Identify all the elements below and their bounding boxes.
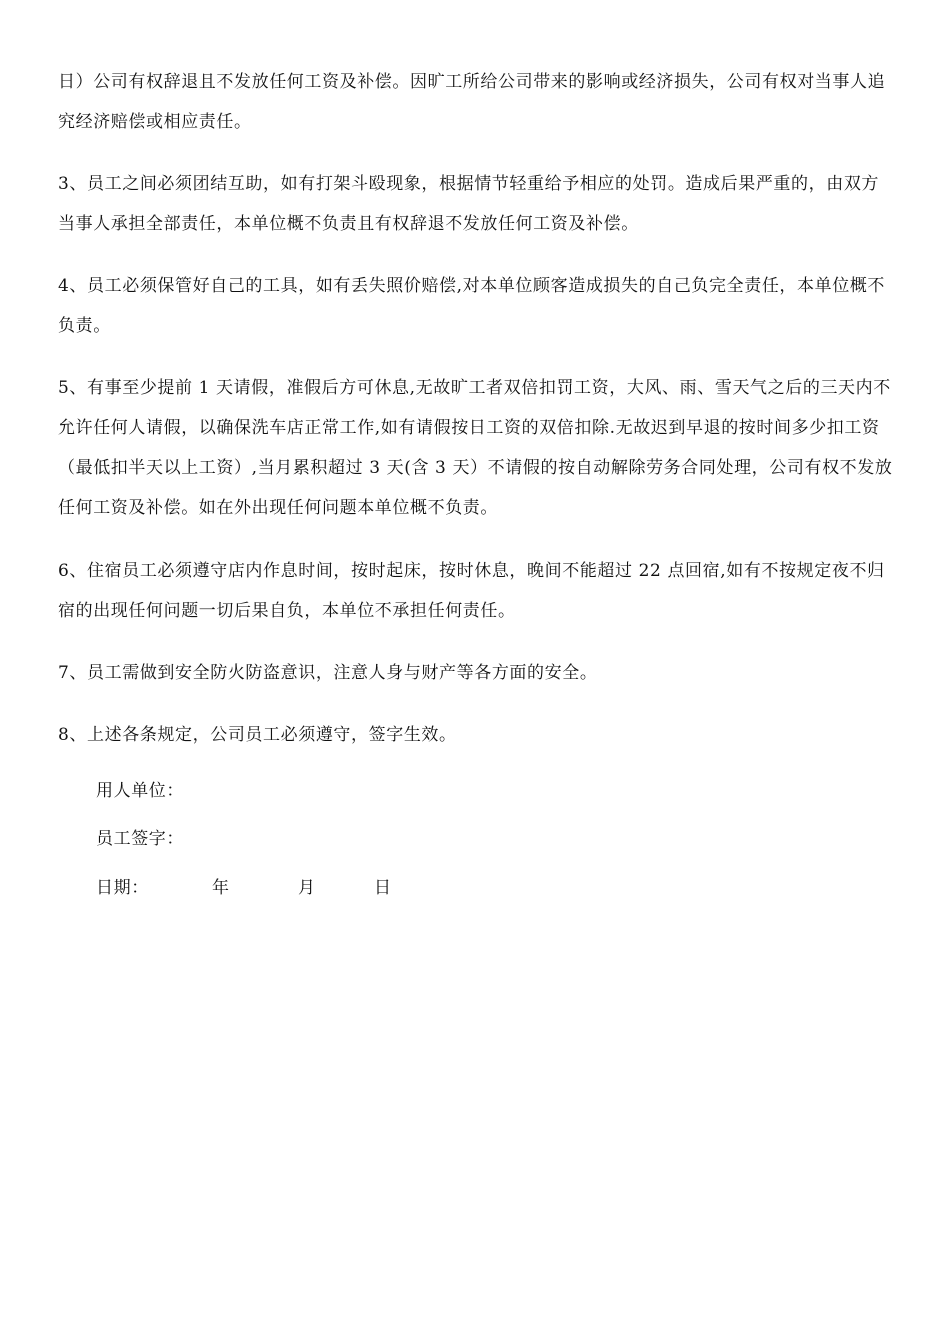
paragraph-rule-7: 7、员工需做到安全防火防盗意识，注意人身与财产等各方面的安全。 [58,663,598,683]
paragraph-rule-5: 5、有事至少提前 1 天请假，准假后方可休息,无故旷工者双倍扣罚工资，大风、雨、雪天气之后的三天内不允许任何人请假，以确保洗车店正常工作,如有请假按日工资的双倍扣除.无故迟到早退的按时间多少扣工资（最低扣半天以上工资）,当月累积超过 3 天(含 3 天）不请假的按自动解除劳务合同处理，公司有权不发放任何工资及补偿。如在外出现任何问题本单位概不负责。 [58,378,893,518]
employer-label: 用人单位： [96,781,184,801]
paragraph-rule-6: 6、住宿员工必须遵守店内作息时间，按时起床，按时休息，晚间不能超过 22 点回宿,如有不按规定夜不归宿的出现任何问题一切后果自负，本单位不承担任何责任。 [58,561,885,621]
date-label: 日期： [96,878,149,898]
month-label: 月 [298,878,316,898]
paragraph-continuation: 日）公司有权辞退且不发放任何工资及补偿。因旷工所给公司带来的影响或经济损失，公司有权对当事人追究经济赔偿或相应责任。 [58,72,886,132]
paragraph-rule-8: 8、上述各条规定，公司员工必须遵守，签字生效。 [58,725,457,745]
employee-signature-label: 员工签字： [96,829,184,849]
paragraph-rule-3: 3、员工之间必须团结互助，如有打架斗殴现象，根据情节轻重给予相应的处罚。造成后果严重的，由双方当事人承担全部责任，本单位概不负责且有权辞退不发放任何工资及补偿。 [58,174,880,234]
paragraph-rule-4: 4、员工必须保管好自己的工具，如有丢失照价赔偿,对本单位顾客造成损失的自己负完全责任，本单位概不负责。 [58,276,886,336]
day-label: 日 [374,878,392,898]
year-label: 年 [212,878,230,898]
date-line [96,876,392,900]
